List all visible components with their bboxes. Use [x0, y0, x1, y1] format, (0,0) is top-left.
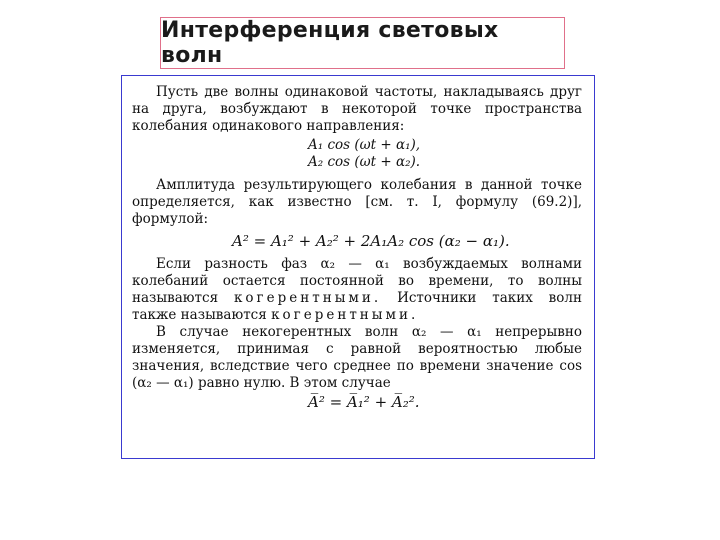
coherent-text-start: Если разность фаз α₂ — α₁ возбуждаемых волнами колебаний остается постоянной во времени, то волны называются [132, 256, 582, 306]
coherent-term-1: когерентными. [233, 290, 382, 306]
scanned-text-frame [121, 75, 595, 459]
slide-title: Интерференция световых волн [161, 18, 499, 68]
formula-wave-1: A₁ cos (ωt + α₁), [308, 137, 421, 153]
formula-amplitude: A² = A₁² + A₂² + 2A₁A₂ cos (α₂ − α₁). [232, 232, 510, 250]
coherent-text-mid: Источники таких волн также называются [132, 290, 582, 323]
paragraph-amplitude: Амплитуда результирующего колебания в данной точке определяется, как известно [см. т. I, формулу (69.2)], формулой: [132, 177, 582, 227]
slide-title-frame [160, 17, 565, 69]
coherent-term-2: когерентными. [271, 307, 419, 323]
paragraph-intro: Пусть две волны одинаковой частоты, накладываясь друг на друга, возбуждают в некоторой точке пространства колебания одинакового направления: [132, 84, 582, 134]
paragraph-coherent [132, 256, 582, 324]
formula-average-amplitude: A̅² = A̅₁² + A̅₂². [308, 393, 420, 411]
formula-wave-2: A₂ cos (ωt + α₂). [308, 154, 421, 170]
paragraph-incoherent: В случае некогерентных волн α₂ — α₁ непрерывно изменяется, принимая с равной вероятностью любые значения, вследствие чего среднее по времени значение cos (α₂ — α₁) равно нулю. В этом случае [132, 324, 582, 391]
